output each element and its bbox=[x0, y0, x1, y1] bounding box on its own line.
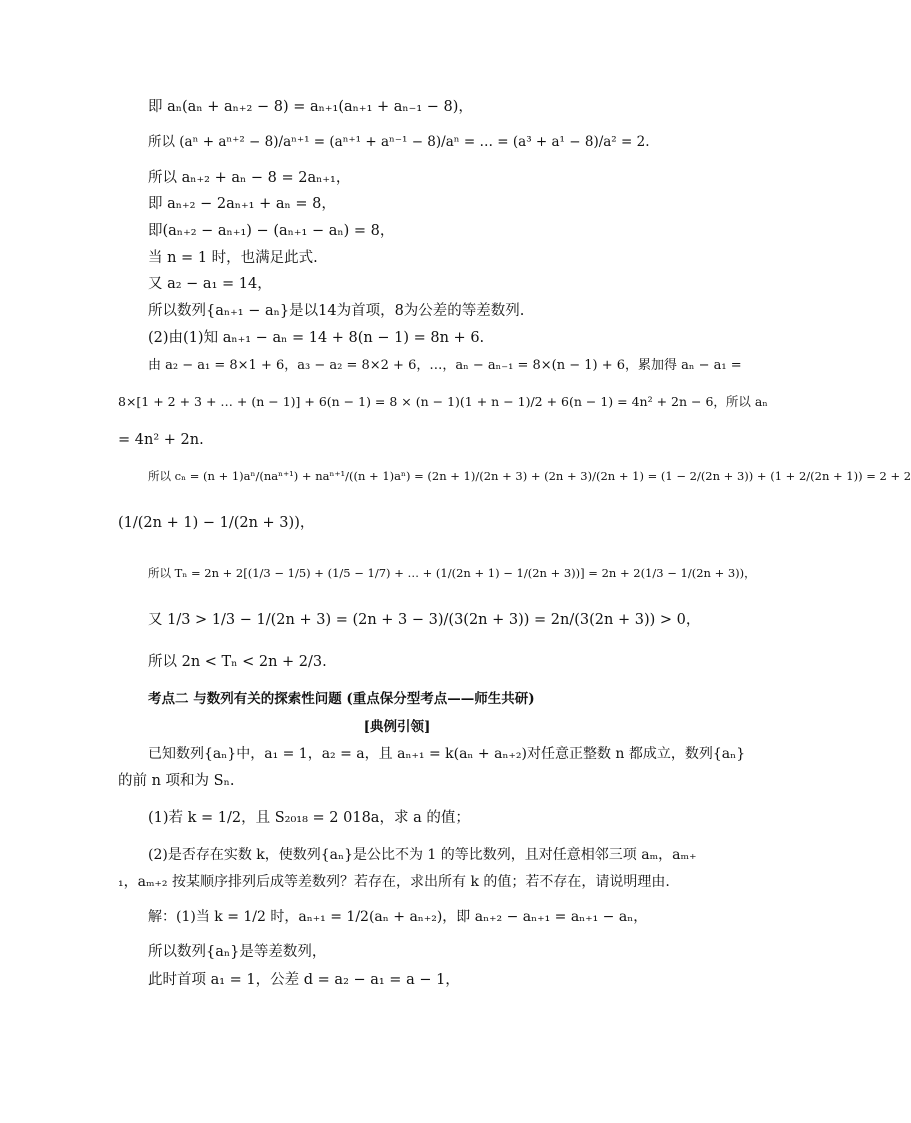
text-line: 所以 cₙ = (n + 1)aⁿ/(naⁿ⁺¹) + naⁿ⁺¹/((n + 1)aⁿ) = (2n + 1)/(2n + 3) + (2n + 3)/(2n + 1) = (1 − 2/(2n + 3)) + (1 + 2/(2n + 1)) = 2 + 2 bbox=[148, 469, 911, 483]
problem-line: 的前 n 项和为 Sₙ. bbox=[118, 773, 235, 789]
text-line: 所以数列{aₙ₊₁ − aₙ}是以14为首项，8为公差的等差数列. bbox=[148, 303, 525, 319]
solution-line: 此时首项 a₁ = 1，公差 d = a₂ − a₁ = a − 1， bbox=[148, 972, 460, 988]
text-line: 又 a₂ − a₁ = 14， bbox=[148, 276, 272, 292]
text-line: (2)由(1)知 aₙ₊₁ − aₙ = 14 + 8(n − 1) = 8n + 6. bbox=[148, 330, 485, 346]
text-line: = 4n² + 2n. bbox=[118, 432, 204, 448]
section-heading: 考点二 与数列有关的探索性问题 (重点保分型考点——师生共研) bbox=[148, 691, 535, 707]
text-line: 所以 Tₙ = 2n + 2[(1/3 − 1/5) + (1/5 − 1/7) + … + (1/(2n + 1) − 1/(2n + 3))] = 2n + 2(1/3 − 1/(2n + 3))， bbox=[148, 566, 756, 580]
solution-line: 解：(1)当 k = 1/2 时，aₙ₊₁ = 1/2(aₙ + aₙ₊₂)，即 aₙ₊₂ − aₙ₊₁ = aₙ₊₁ − aₙ， bbox=[148, 909, 648, 925]
subsection-heading: [典例引领] bbox=[363, 719, 431, 735]
text-line: 所以 2n < Tₙ < 2n + 2/3. bbox=[148, 654, 327, 670]
text-line: (1/(2n + 1) − 1/(2n + 3))， bbox=[118, 515, 315, 531]
text-line: 所以 (aⁿ + aⁿ⁺² − 8)/aⁿ⁺¹ = (aⁿ⁺¹ + aⁿ⁻¹ − 8)/aⁿ = … = (a³ + a¹ − 8)/a² = 2. bbox=[148, 134, 650, 150]
text-line: 即(aₙ₊₂ − aₙ₊₁) − (aₙ₊₁ − aₙ) = 8， bbox=[148, 223, 395, 239]
text-line: 即 aₙ(aₙ + aₙ₊₂ − 8) = aₙ₊₁(aₙ₊₁ + aₙ₋₁ − 8)， bbox=[148, 99, 473, 115]
text-line: 即 aₙ₊₂ − 2aₙ₊₁ + aₙ = 8， bbox=[148, 196, 336, 212]
solution-line: 所以数列{aₙ}是等差数列， bbox=[148, 944, 327, 960]
text-line: 8×[1 + 2 + 3 + … + (n − 1)] + 6(n − 1) = 8 × (n − 1)(1 + n − 1)/2 + 6(n − 1) = 4n² + 2n − 6，所以 aₙ bbox=[118, 394, 768, 409]
problem-line: ₁，aₘ₊₂ 按某顺序排列后成等差数列？若存在，求出所有 k 的值；若不存在，请说明理由. bbox=[118, 874, 670, 890]
text-line: 当 n = 1 时，也满足此式. bbox=[148, 250, 318, 266]
problem-line: 已知数列{aₙ}中，a₁ = 1，a₂ = a，且 aₙ₊₁ = k(aₙ + aₙ₊₂)对任意正整数 n 都成立，数列{aₙ} bbox=[148, 746, 746, 762]
problem-line: (2)是否存在实数 k，使数列{aₙ}是公比不为 1 的等比数列，且对任意相邻三项 aₘ，aₘ₊ bbox=[148, 847, 697, 863]
problem-line: (1)若 k = 1/2，且 S₂₀₁₈ = 2 018a，求 a 的值； bbox=[148, 810, 470, 826]
text-line: 所以 aₙ₊₂ + aₙ − 8 = 2aₙ₊₁， bbox=[148, 170, 351, 186]
text-line: 由 a₂ − a₁ = 8×1 + 6，a₃ − a₂ = 8×2 + 6，…，aₙ − aₙ₋₁ = 8×(n − 1) + 6，累加得 aₙ − a₁ = bbox=[148, 358, 742, 373]
text-line: 又 1/3 > 1/3 − 1/(2n + 3) = (2n + 3 − 3)/(3(2n + 3)) = 2n/(3(2n + 3)) > 0， bbox=[148, 612, 701, 628]
